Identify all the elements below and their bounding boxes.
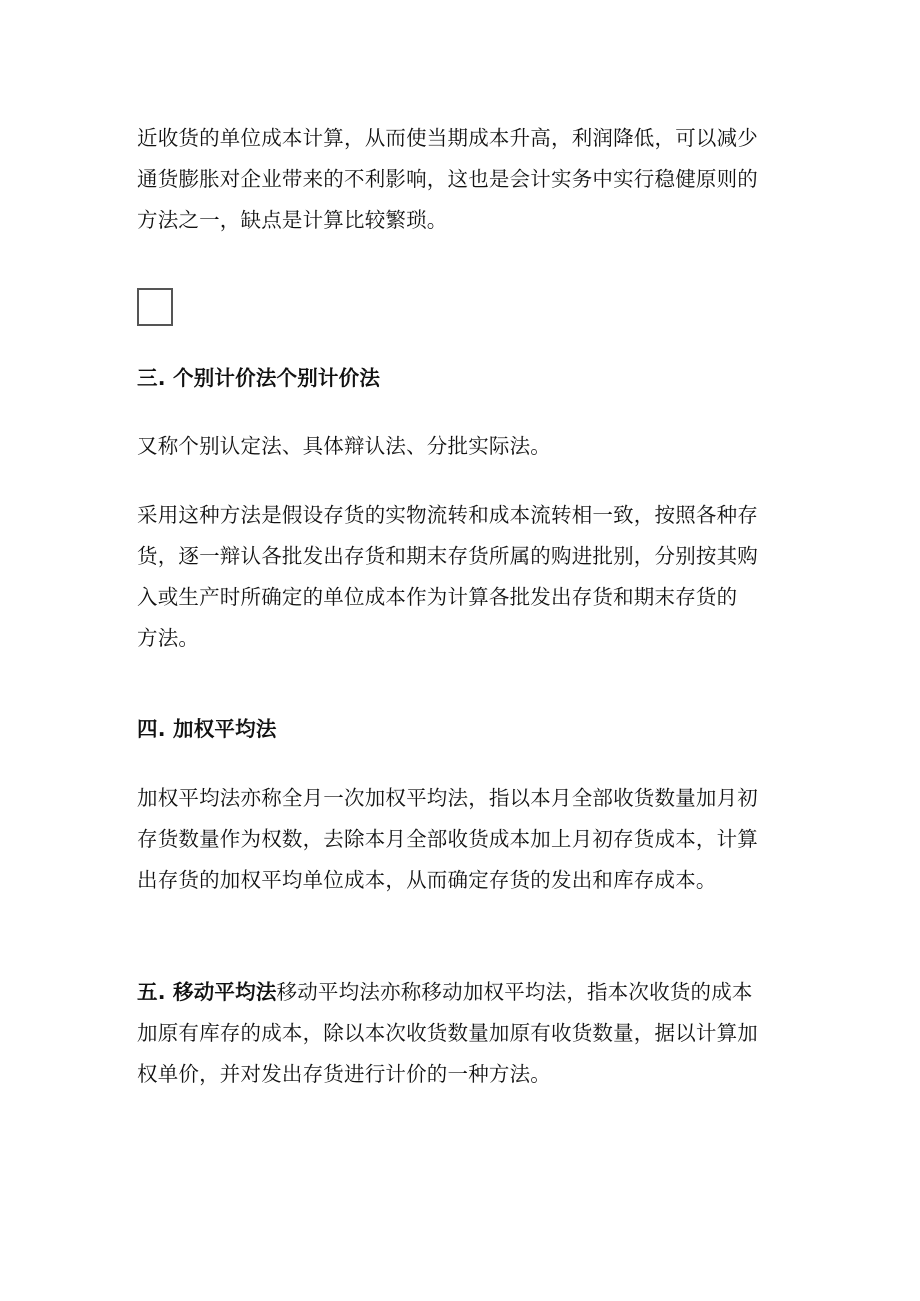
text-line: 又称个别认定法、具体辩认法、分批实际法。 <box>137 434 551 458</box>
text-line: 采用这种方法是假设存货的实物流转和成本流转相一致，按照各种存 <box>137 503 758 527</box>
heading-text: 四. 加权平均法 <box>137 717 277 741</box>
section-heading-4 <box>137 709 792 750</box>
paragraph-moving-average <box>137 972 792 1095</box>
text-line: 加原有库存的成本，除以本次收货数量加原有收货数量，据以计算加 <box>137 1021 758 1045</box>
text-line: 货，逐一辩认各批发出存货和期末存货所属的购进批别，分别按其购 <box>137 544 758 568</box>
text-line: 通货膨胀对企业带来的不利影响，这也是会计实务中实行稳健原则的 <box>137 167 758 191</box>
paragraph-fifo-tail <box>137 118 792 241</box>
heading-text: 三. 个别计价法个别计价法 <box>137 366 381 390</box>
empty-checkbox[interactable] <box>137 288 173 326</box>
text-line: 存货数量作为权数，去除本月全部收货成本加上月初存货成本，计算 <box>137 827 758 851</box>
text-line: 加权平均法亦称全月一次加权平均法，指以本月全部收货数量加月初 <box>137 786 758 810</box>
text-line: 入或生产时所确定的单位成本作为计算各批发出存货和期末存货的 <box>137 585 738 609</box>
text-line <box>137 972 792 1013</box>
section-heading-5: 五. 移动平均法 <box>137 980 277 1004</box>
paragraph-aliases <box>137 426 792 467</box>
text-line: 权单价，并对发出存货进行计价的一种方法。 <box>137 1062 551 1086</box>
text-line: 方法。 <box>137 626 200 650</box>
text-line: 近收货的单位成本计算，从而使当期成本升高，利润降低，可以减少 <box>137 126 758 150</box>
text-run: 移动平均法亦称移动加权平均法，指本次收货的成本 <box>276 980 753 1004</box>
text-line: 方法之一，缺点是计算比较繁琐。 <box>137 208 448 232</box>
paragraph-weighted-average <box>137 778 792 901</box>
paragraph-specific-identification <box>137 495 792 659</box>
section-heading-3 <box>137 358 792 399</box>
text-line: 出存货的加权平均单位成本，从而确定存货的发出和库存成本。 <box>137 868 717 892</box>
